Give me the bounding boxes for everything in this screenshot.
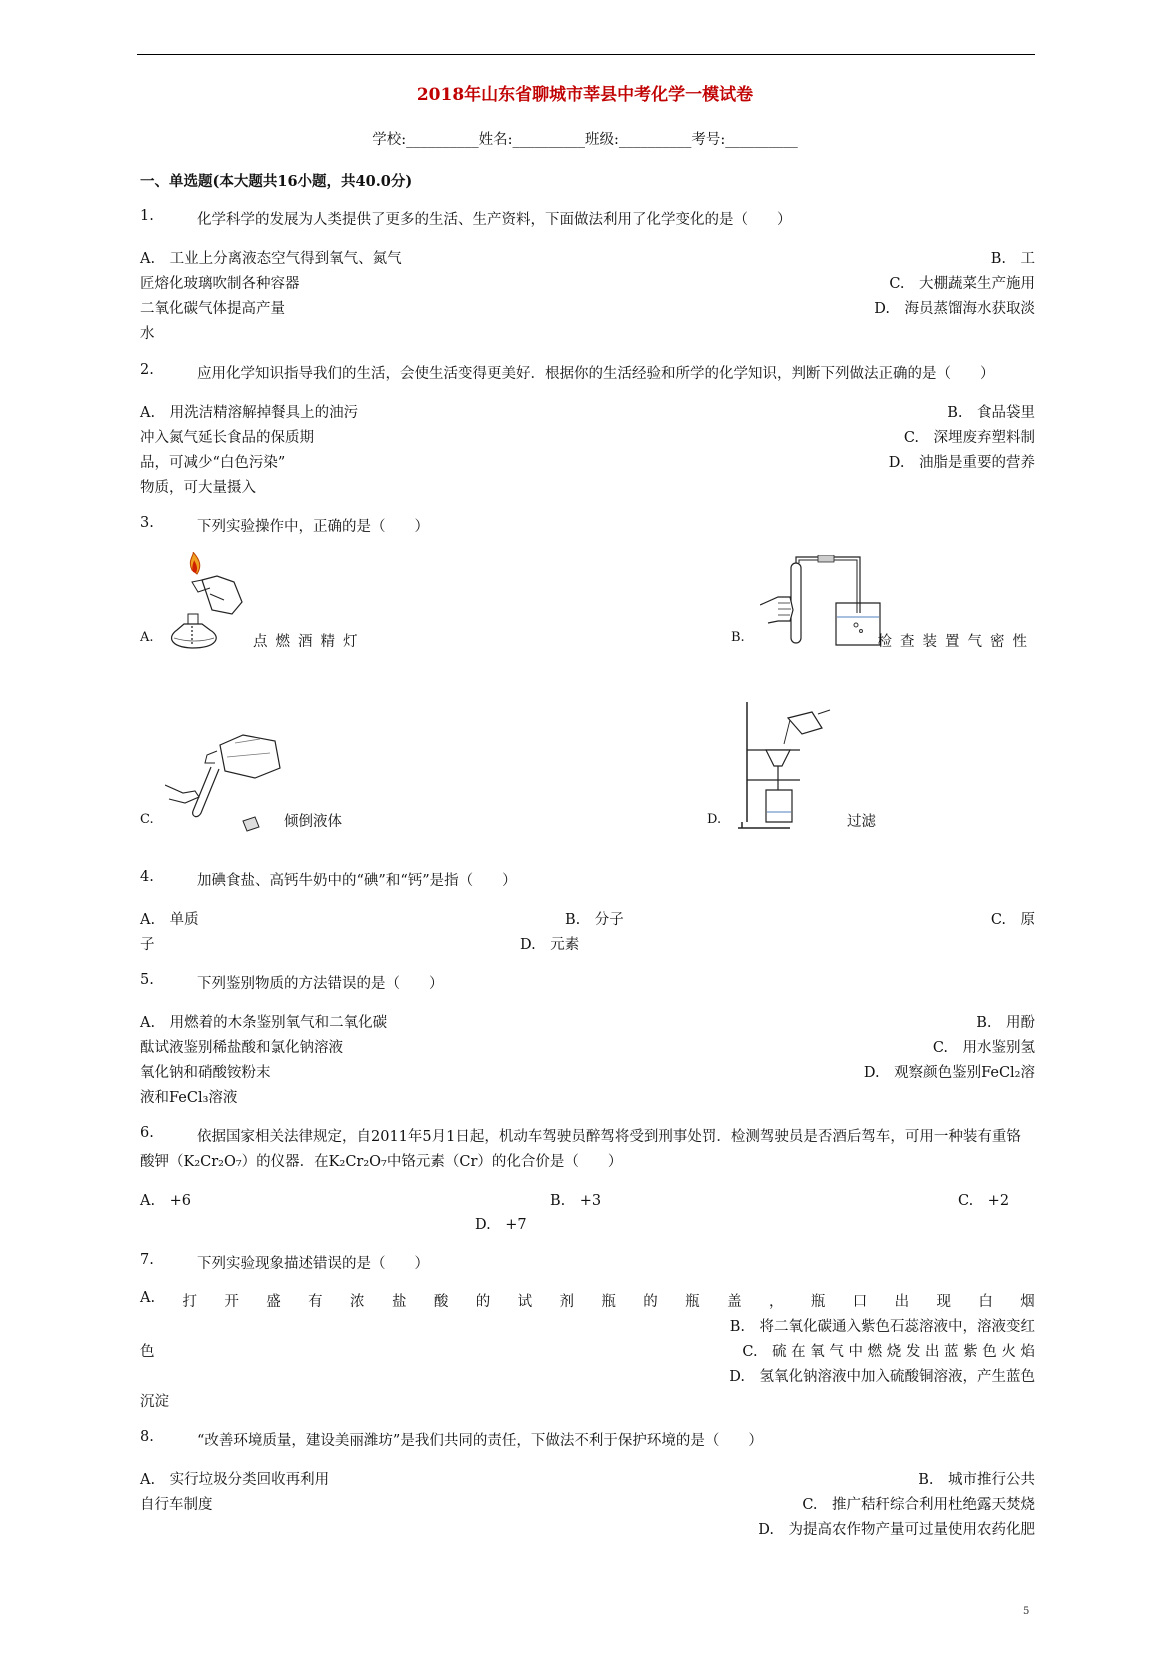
- filtration-icon: [730, 700, 840, 830]
- q2-line-d-cont: 物质，可大量摄入: [140, 480, 256, 496]
- question-8-number: 8.: [140, 1429, 154, 1445]
- q7-line-d-cont: 沉淀: [140, 1394, 169, 1410]
- q6-option-d: D. +7: [475, 1217, 527, 1233]
- q6-option-c: C. +2: [958, 1193, 1010, 1209]
- q8-option-d: D. 为提高农作物产量可过量使用农药化肥: [758, 1522, 1035, 1538]
- q3-option-d-letter: D.: [707, 812, 722, 827]
- section-title: 一、单选题(本大题共16小题，共40.0分): [140, 173, 413, 190]
- q2-line-c-cont: 品，可减少“白色污染”: [140, 455, 286, 471]
- q8-option-c: C. 推广秸秆综合利用杜绝露天焚烧: [802, 1497, 1035, 1513]
- question-5-number: 5.: [140, 972, 154, 988]
- q4-option-b: B. 分子: [565, 912, 624, 928]
- q8-option-b: B. 城市推行公共: [918, 1472, 1035, 1488]
- q8-option-a: A. 实行垃圾分类回收再利用: [140, 1472, 330, 1488]
- top-rule: [137, 54, 1035, 55]
- q5-option-b: B. 用酚: [976, 1015, 1035, 1031]
- q7-line-b-cont: 色: [140, 1344, 155, 1360]
- q2-option-b: B. 食品袋里: [947, 405, 1035, 421]
- q1-option-c: C. 大棚蔬菜生产施用: [889, 276, 1035, 292]
- q4-option-c: C. 原: [990, 912, 1035, 928]
- q3-option-b-letter: B.: [731, 630, 745, 645]
- q1-option-d: D. 海员蒸馏海水获取淡: [874, 301, 1035, 317]
- q3-option-c-text: 倾倒液体: [284, 814, 342, 830]
- student-info-line: 学校:__________姓名:__________班级:__________考号:__________: [372, 132, 798, 148]
- q5-line-b-cont: 酞试液鉴别稀盐酸和氯化钠溶液: [140, 1040, 343, 1056]
- q7-option-c: C. 硫 在 氧 气 中 燃 烧 发 出 蓝 紫 色 火 焰: [742, 1344, 1035, 1360]
- q7-option-d: D. 氢氧化钠溶液中加入硫酸铜溶液，产生蓝色: [729, 1369, 1035, 1385]
- q6-option-b: B. +3: [550, 1193, 602, 1209]
- question-7-number: 7.: [140, 1252, 154, 1268]
- q5-line-d-cont: 液和FeCl₃溶液: [140, 1090, 238, 1106]
- pour-liquid-icon: [165, 733, 290, 838]
- question-2-stem: 应用化学知识指导我们的生活，会使生活变得更美好．根据你的生活经验和所学的化学知识，判断下列做法正确的是（ ）: [197, 366, 995, 382]
- question-3-stem: 下列实验操作中，正确的是（ ）: [197, 519, 429, 535]
- q3-option-a-text: 点燃酒精灯: [253, 634, 366, 650]
- q5-option-d: D. 观察颜色鉴别FeCl₂溶: [863, 1065, 1035, 1081]
- question-8-stem: “改善环境质量，建设美丽潍坊”是我们共同的责任，下做法不利于保护环境的是（ ）: [197, 1433, 763, 1449]
- question-5-stem: 下列鉴别物质的方法错误的是（ ）: [197, 976, 444, 992]
- q6-option-a: A. +6: [140, 1193, 191, 1209]
- question-7-stem: 下列实验现象描述错误的是（ ）: [197, 1256, 429, 1272]
- q3-option-a-letter: A.: [140, 630, 154, 645]
- q1-line-d-cont: 水: [140, 326, 155, 342]
- q8-line-b-cont: 自行车制度: [140, 1497, 213, 1513]
- q2-option-c: C. 深埋废弃塑料制: [903, 430, 1035, 446]
- question-3-number: 3.: [140, 515, 154, 531]
- q5-line-c-cont: 氧化钠和硝酸铵粉末: [140, 1065, 271, 1081]
- q2-line-b-cont: 冲入氮气延长食品的保质期: [140, 430, 314, 446]
- q2-option-d: D. 油脂是重要的营养: [888, 455, 1035, 471]
- q7-option-a: A. 打 开 盛 有 浓 盐 酸 的 试 剂 瓶 的 瓶 盖 ， 瓶 口 出 现 白 烟: [140, 1290, 1035, 1310]
- q3-option-c-letter: C.: [140, 812, 154, 827]
- alcohol-lamp-icon: [162, 552, 257, 652]
- q1-line-b-cont: 匠熔化玻璃吹制各种容器: [140, 276, 300, 292]
- question-6-stem-cont: 酸钾（K₂Cr₂O₇）的仪器．在K₂Cr₂O₇中铬元素（Cr）的化合价是（ ）: [140, 1154, 623, 1170]
- question-4-stem: 加碘食盐、高钙牛奶中的“碘”和“钙”是指（ ）: [197, 873, 517, 889]
- q4-option-d: D. 元素: [520, 937, 580, 953]
- q1-option-b: B. 工: [990, 251, 1035, 267]
- question-1-number: 1.: [140, 208, 154, 224]
- q4-option-a: A. 单质: [140, 912, 199, 928]
- q5-option-a: A. 用燃着的木条鉴别氧气和二氧化碳: [140, 1015, 388, 1031]
- question-6-stem: 依据国家相关法律规定，自2011年5月1日起，机动车驾驶员醉驾将受到刑事处罚．检测驾驶员是否酒后驾车，可用一种装有重铬: [197, 1129, 1021, 1145]
- q7-option-b: B. 将二氧化碳通入紫色石蕊溶液中，溶液变红: [729, 1319, 1035, 1335]
- q5-option-c: C. 用水鉴别氢: [932, 1040, 1035, 1056]
- question-1-stem: 化学科学的发展为人类提供了更多的生活、生产资料，下面做法利用了化学变化的是（ ）: [197, 212, 792, 228]
- q1-line-c-cont: 二氧化碳气体提高产量: [140, 301, 285, 317]
- q1-option-a: A. 工业上分离液态空气得到氧气、氮气: [140, 251, 402, 267]
- q2-option-a: A. 用洗洁精溶解掉餐具上的油污: [140, 405, 359, 421]
- q3-option-d-text: 过滤: [847, 814, 876, 830]
- airtightness-check-icon: [760, 555, 890, 650]
- question-6-number: 6.: [140, 1125, 154, 1141]
- question-2-number: 2.: [140, 362, 154, 378]
- page-number: 5: [1023, 1606, 1030, 1617]
- q3-option-b-text: 检查装置气密性: [877, 634, 1035, 650]
- question-4-number: 4.: [140, 869, 154, 885]
- page-title: 2018年山东省聊城市莘县中考化学一模试卷: [416, 85, 754, 105]
- q4-line-c-cont: 子: [140, 937, 155, 953]
